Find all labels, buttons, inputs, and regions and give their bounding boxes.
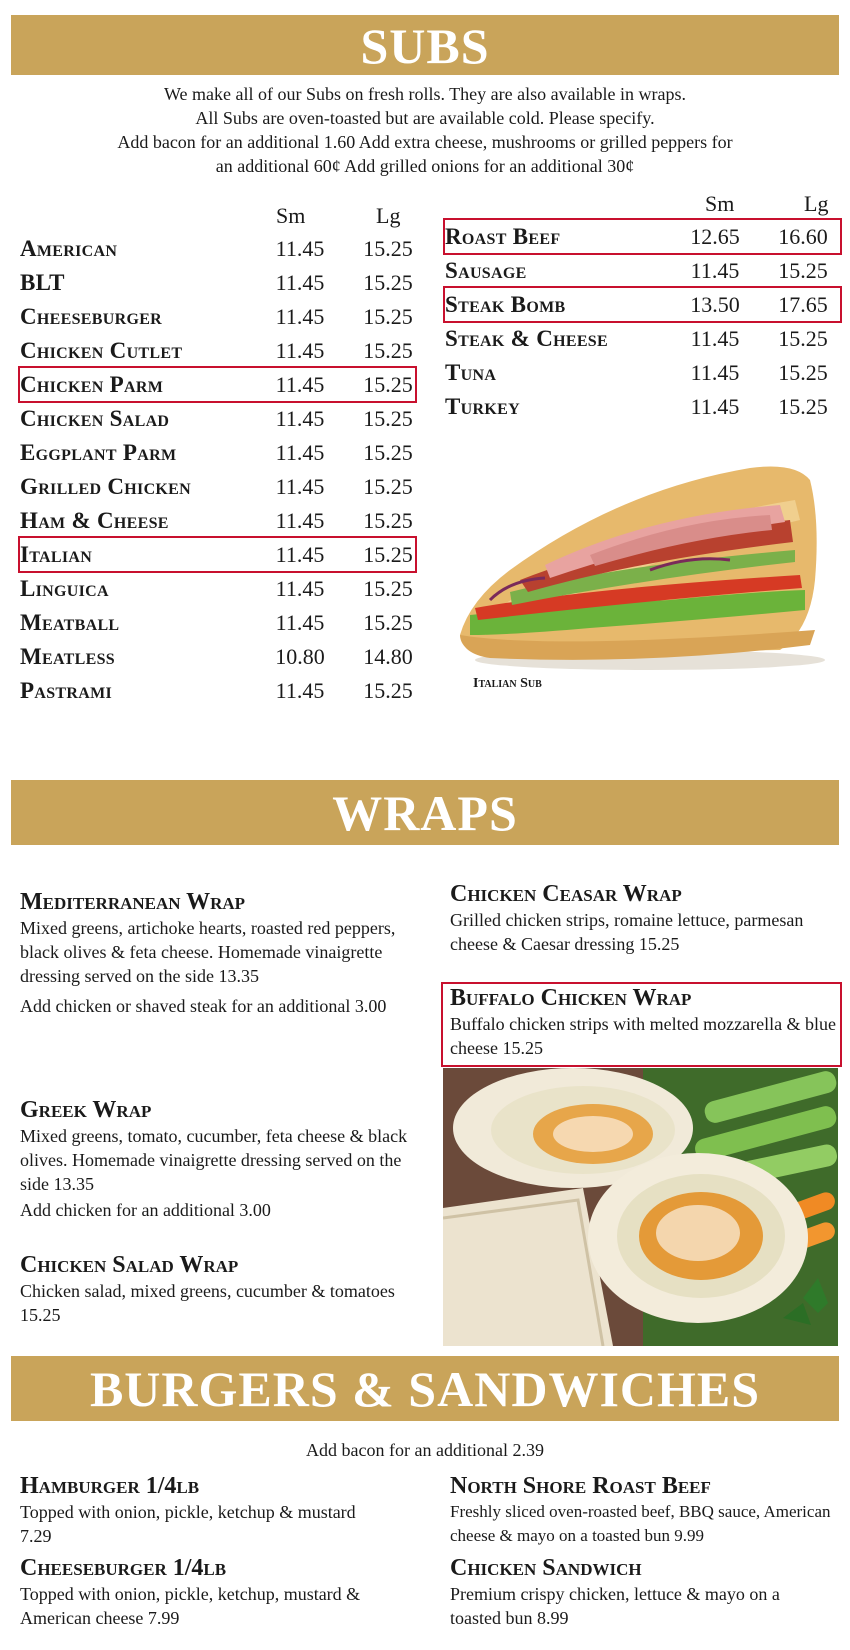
subs-intro-line: Add bacon for an additional 1.60 Add extra cheese, mushrooms or grilled peppers for xyxy=(117,132,733,152)
sub-item-price-large: 14.80 xyxy=(363,644,413,669)
sub-item-price-large: 15.25 xyxy=(778,258,828,283)
item-description: Freshly sliced oven-roasted beef, BBQ sauce, American cheese & mayo on a toasted bun 9.99 xyxy=(450,1502,831,1545)
sub-item-price-small: 11.45 xyxy=(275,610,325,635)
sub-item-price-large: 15.25 xyxy=(778,360,828,385)
sub-item-name: American xyxy=(20,236,118,261)
sub-item-cheeseburger xyxy=(20,300,415,333)
italian-sub-photo xyxy=(450,460,830,675)
sub-item-price-small: 12.65 xyxy=(690,224,740,249)
item-description: Mixed greens, tomato, cucumber, feta cheese & black olives. Homemade vinaigrette dressing served on the side 13.35 xyxy=(20,1126,408,1194)
sub-item-price-small: 11.45 xyxy=(275,474,325,499)
sub-item-name: Italian xyxy=(20,542,93,567)
item-title: North Shore Roast Beef xyxy=(450,1473,711,1499)
sub-item-name: Roast Beef xyxy=(445,224,561,249)
chicken-sandwich-item xyxy=(450,1554,820,1630)
right-size-small-header: Sm xyxy=(705,191,735,216)
sub-item-pastrami xyxy=(20,674,415,707)
item-title: Mediterranean Wrap xyxy=(20,889,246,915)
sub-item-price-small: 11.45 xyxy=(275,338,325,363)
sub-item-grilled-chicken xyxy=(20,470,415,503)
item-title: Chicken Sandwich xyxy=(450,1555,642,1581)
sub-item-name: Cheeseburger xyxy=(20,304,163,329)
greek-wrap xyxy=(20,1096,425,1222)
sub-item-price-large: 15.25 xyxy=(778,326,828,351)
sub-item-sausage xyxy=(445,254,840,287)
sub-item-name: BLT xyxy=(20,270,65,295)
sub-item-price-small: 13.50 xyxy=(690,292,740,317)
burgers-header: BURGERS & SANDWICHES xyxy=(11,1356,839,1421)
sub-item-name: Turkey xyxy=(445,394,520,419)
sub-item-price-large: 15.25 xyxy=(363,236,413,261)
sub-item-eggplant-parm xyxy=(20,436,415,469)
sub-item-meatless xyxy=(20,640,415,673)
sub-item-price-small: 11.45 xyxy=(690,258,740,283)
sub-item-price-large: 15.25 xyxy=(363,576,413,601)
sub-item-price-small: 10.80 xyxy=(275,644,325,669)
sub-item-ham-cheese xyxy=(20,504,415,537)
subs-intro xyxy=(0,82,850,178)
sub-item-price-small: 11.45 xyxy=(275,406,325,431)
italian-sub-caption: Italian Sub xyxy=(473,676,542,691)
sub-item-name: Meatball xyxy=(20,610,120,635)
item-title: Hamburger 1/4lb xyxy=(20,1473,200,1499)
sub-item-turkey xyxy=(445,390,840,423)
sub-item-roast-beef xyxy=(445,220,840,253)
sub-item-price-small: 11.45 xyxy=(690,394,740,419)
sub-item-meatball xyxy=(20,606,415,639)
sub-item-linguica xyxy=(20,572,415,605)
subs-intro-line: We make all of our Subs on fresh rolls. They are also available in wraps. xyxy=(163,84,687,104)
item-description: Topped with onion, pickle, ketchup, mustard & American cheese 7.99 xyxy=(20,1584,361,1628)
sub-item-steak-cheese xyxy=(445,322,840,355)
item-addon: Add chicken or shaved steak for an additional 3.00 xyxy=(20,996,387,1016)
sub-item-price-large: 15.25 xyxy=(363,372,413,397)
sub-item-price-large: 15.25 xyxy=(778,394,828,419)
item-title: Chicken Salad Wrap xyxy=(20,1252,239,1278)
sub-item-price-small: 11.45 xyxy=(275,270,325,295)
sub-item-steak-bomb xyxy=(445,288,840,321)
sub-item-price-small: 11.45 xyxy=(275,304,325,329)
sub-item-name: Chicken Parm xyxy=(20,372,164,397)
item-title: Cheeseburger 1/4lb xyxy=(20,1555,227,1581)
sub-item-name: Sausage xyxy=(445,258,527,283)
sub-item-italian xyxy=(20,538,415,571)
right-size-large-header: Lg xyxy=(804,191,829,216)
chicken-salad-wrap xyxy=(20,1251,425,1327)
sub-item-american xyxy=(20,232,415,265)
item-addon: Add chicken for an additional 3.00 xyxy=(20,1200,271,1220)
left-size-small-header: Sm xyxy=(276,203,306,228)
sub-item-name: Linguica xyxy=(20,576,109,601)
sub-item-price-large: 15.25 xyxy=(363,304,413,329)
subs-header: SUBS xyxy=(11,15,839,75)
sub-item-name: Chicken Cutlet xyxy=(20,338,183,363)
sub-item-price-large: 16.60 xyxy=(778,224,828,249)
sub-item-price-large: 15.25 xyxy=(363,406,413,431)
sub-item-name: Grilled Chicken xyxy=(20,474,191,499)
sub-item-price-small: 11.45 xyxy=(275,576,325,601)
sub-item-price-small: 11.45 xyxy=(275,236,325,261)
item-title: Greek Wrap xyxy=(20,1097,152,1123)
sub-item-blt xyxy=(20,266,415,299)
left-size-large-header: Lg xyxy=(376,203,401,228)
sub-item-price-large: 15.25 xyxy=(363,270,413,295)
item-description: Chicken salad, mixed greens, cucumber & tomatoes 15.25 xyxy=(20,1281,395,1325)
sub-item-price-large: 15.25 xyxy=(363,338,413,363)
item-description: Premium crispy chicken, lettuce & mayo on a toasted bun 8.99 xyxy=(450,1584,780,1628)
sub-item-price-small: 11.45 xyxy=(275,542,325,567)
sub-item-price-small: 11.45 xyxy=(690,360,740,385)
sub-item-name: Tuna xyxy=(445,360,497,385)
buffalo-chicken-wrap xyxy=(443,984,840,1065)
sub-item-price-large: 15.25 xyxy=(363,610,413,635)
sub-item-name: Chicken Salad xyxy=(20,406,170,431)
item-description: Mixed greens, artichoke hearts, roasted red peppers, black olives & feta cheese. Homemade vinaigrette dressing served on the side 13.35 xyxy=(20,918,396,986)
sub-item-chicken-parm xyxy=(20,368,415,401)
sub-item-name: Pastrami xyxy=(20,678,113,703)
item-description: Buffalo chicken strips with melted mozzarella & blue cheese 15.25 xyxy=(450,1014,837,1058)
item-title: Buffalo Chicken Wrap xyxy=(450,985,692,1011)
chicken-caesar-wrap xyxy=(450,880,845,956)
sub-item-name: Steak & Cheese xyxy=(445,326,608,351)
sub-item-price-large: 15.25 xyxy=(363,474,413,499)
sub-item-name: Eggplant Parm xyxy=(20,440,177,465)
sub-item-price-large: 15.25 xyxy=(363,440,413,465)
sub-item-price-small: 11.45 xyxy=(275,372,325,397)
sub-item-price-small: 11.45 xyxy=(275,440,325,465)
sub-item-price-small: 11.45 xyxy=(690,326,740,351)
cheeseburger-item xyxy=(20,1554,425,1630)
sub-item-name: Ham & Cheese xyxy=(20,508,169,533)
bacon-addon-note: Add bacon for an additional 2.39 xyxy=(306,1440,544,1460)
sub-item-price-large: 15.25 xyxy=(363,508,413,533)
sub-item-price-small: 11.45 xyxy=(275,508,325,533)
buffalo-wrap-photo xyxy=(443,1068,838,1346)
sub-item-price-large: 15.25 xyxy=(363,542,413,567)
sub-item-price-small: 11.45 xyxy=(275,678,325,703)
wraps-header: WRAPS xyxy=(11,780,839,845)
hamburger-item xyxy=(20,1472,425,1548)
sub-item-chicken-cutlet xyxy=(20,334,415,367)
item-description: Grilled chicken strips, romaine lettuce, parmesan cheese & Caesar dressing 15.25 xyxy=(450,910,804,954)
subs-intro-line: All Subs are oven-toasted but are available cold. Please specify. xyxy=(195,108,655,128)
sub-item-tuna xyxy=(445,356,840,389)
mediterranean-wrap xyxy=(20,888,425,1020)
sub-item-name: Steak Bomb xyxy=(445,292,566,317)
subs-intro-line: an additional 60¢ Add grilled onions for an additional 30¢ xyxy=(215,156,635,176)
north-shore-roast-beef-item xyxy=(450,1472,845,1548)
sub-item-name: Meatless xyxy=(20,644,115,669)
sub-item-price-large: 15.25 xyxy=(363,678,413,703)
item-description: Topped with onion, pickle, ketchup & mustard 7.29 xyxy=(20,1502,356,1546)
sub-item-price-large: 17.65 xyxy=(778,292,828,317)
item-title: Chicken Ceasar Wrap xyxy=(450,881,682,907)
sub-item-chicken-salad xyxy=(20,402,415,435)
